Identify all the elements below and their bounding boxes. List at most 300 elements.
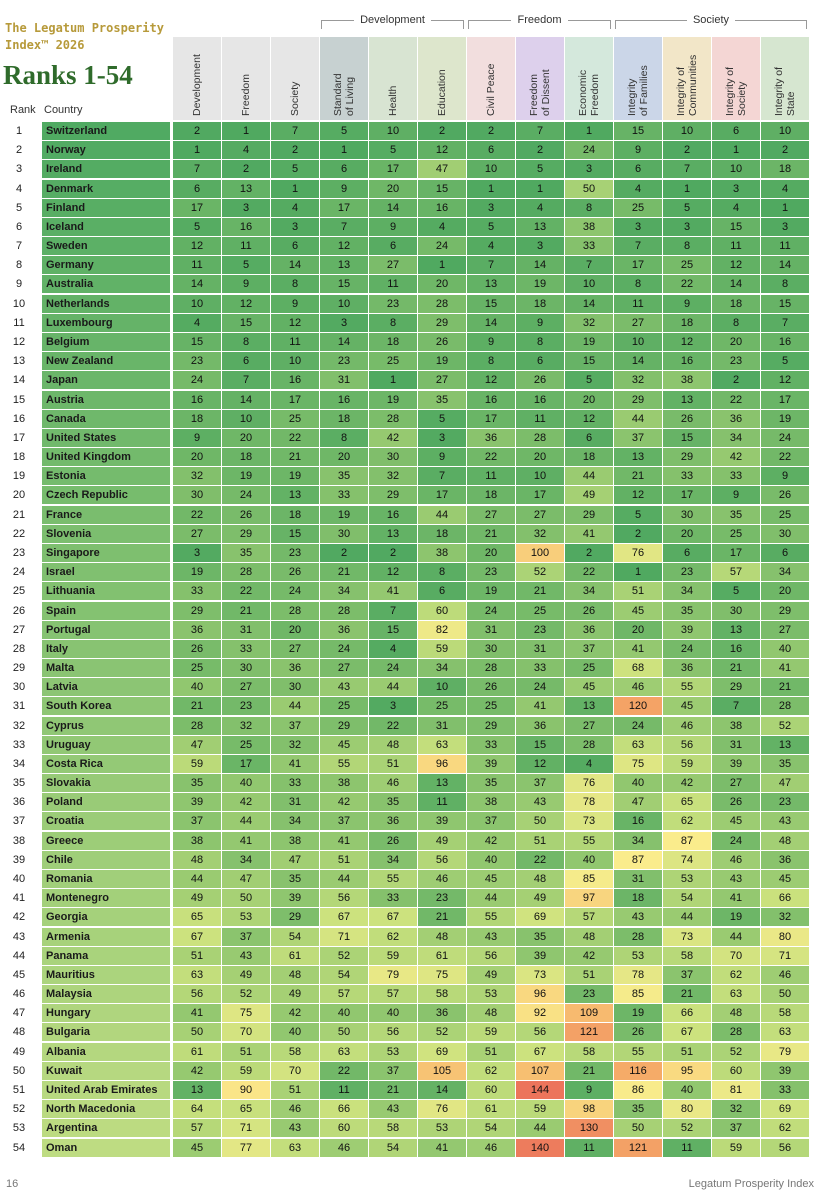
score-cell: 28 [467,659,515,677]
score-cell: 49 [565,486,613,504]
score-cell: 38 [271,832,319,850]
score-cell: 41 [565,525,613,543]
score-cell: 33 [271,774,319,792]
score-cell: 24 [614,717,662,735]
score-cell: 56 [467,947,515,965]
score-cell: 28 [271,602,319,620]
rank-cell: 19 [12,470,26,483]
score-cell: 37 [271,717,319,735]
score-cell: 14 [614,352,662,370]
score-cell: 41 [369,582,417,600]
country-cell: Argentina [42,1119,170,1137]
column-header [467,37,515,120]
country-cell: Slovakia [42,774,170,792]
score-cell: 21 [663,985,711,1003]
score-cell: 19 [761,410,809,428]
score-cell: 32 [222,717,270,735]
score-cell: 12 [565,410,613,428]
score-cell: 19 [271,467,319,485]
score-cell: 44 [516,1119,564,1137]
score-cell: 56 [173,985,221,1003]
score-cell: 52 [516,563,564,581]
score-cell: 44 [320,870,368,888]
country-cell: Romania [42,870,170,888]
table-row [0,563,812,582]
score-cell: 9 [467,333,515,351]
score-cell: 80 [663,1100,711,1118]
score-cell: 12 [467,371,515,389]
score-cell: 47 [271,851,319,869]
score-cell: 6 [761,544,809,562]
score-cell: 52 [712,1043,760,1061]
score-cell: 35 [712,506,760,524]
score-cell: 5 [222,256,270,274]
score-cell: 36 [467,429,515,447]
score-cell: 12 [271,314,319,332]
score-cell: 51 [565,966,613,984]
score-cell: 1 [320,141,368,159]
publication-name: Legatum Prosperity Index [688,1178,814,1190]
score-cell: 36 [565,621,613,639]
country-cell: Albania [42,1043,170,1061]
score-cell: 28 [369,410,417,428]
score-cell: 10 [761,122,809,140]
score-cell: 27 [467,506,515,524]
score-cell: 6 [614,160,662,178]
score-cell: 35 [271,870,319,888]
score-cell: 12 [663,333,711,351]
score-cell: 28 [418,295,466,313]
score-cell: 26 [222,506,270,524]
column-group-label: Development [354,14,431,26]
score-cell: 56 [369,1023,417,1041]
score-cell: 36 [271,659,319,677]
score-cell: 33 [565,237,613,255]
rank-cell: 1 [15,125,23,137]
score-cell: 18 [761,160,809,178]
score-cell: 12 [516,755,564,773]
score-cell: 43 [271,1119,319,1137]
score-cell: 5 [369,141,417,159]
table-row [0,870,812,889]
score-cell: 54 [663,889,711,907]
score-cell: 37 [516,774,564,792]
score-cell: 63 [418,736,466,754]
score-cell: 33 [467,736,515,754]
score-cell: 61 [173,1043,221,1061]
score-cell: 66 [663,1004,711,1022]
score-cell: 21 [271,448,319,466]
score-cell: 56 [663,736,711,754]
score-cell: 40 [565,851,613,869]
score-cell: 30 [712,602,760,620]
country-cell: Armenia [42,928,170,946]
score-cell: 32 [565,314,613,332]
score-cell: 48 [173,851,221,869]
score-cell: 30 [467,640,515,658]
score-cell: 18 [173,410,221,428]
score-cell: 78 [614,966,662,984]
score-cell: 11 [565,1139,613,1157]
table-row [0,1081,812,1100]
score-cell: 52 [418,1023,466,1041]
rank-cell: 48 [12,1026,26,1039]
rank-cell: 35 [12,777,26,790]
score-cell: 26 [173,640,221,658]
score-cell: 61 [467,1100,515,1118]
score-cell: 24 [565,141,613,159]
score-cell: 52 [663,1119,711,1137]
score-cell: 59 [516,1100,564,1118]
score-cell: 25 [369,352,417,370]
score-cell: 19 [516,275,564,293]
country-cell: Spain [42,602,170,620]
score-cell: 7 [418,467,466,485]
score-cell: 26 [418,333,466,351]
score-cell: 34 [761,563,809,581]
score-cell: 71 [320,928,368,946]
score-cell: 23 [173,352,221,370]
rank-cell: 33 [12,738,26,751]
score-cell: 27 [614,314,662,332]
score-cell: 25 [271,410,319,428]
score-cell: 3 [663,218,711,236]
rank-cell: 15 [12,393,26,406]
table-row [0,889,812,908]
score-cell: 9 [173,429,221,447]
country-cell: Poland [42,793,170,811]
score-cell: 37 [467,812,515,830]
score-cell: 21 [418,908,466,926]
score-cell: 11 [663,1139,711,1157]
score-cell: 15 [320,275,368,293]
score-cell: 60 [467,1081,515,1099]
table-row [0,717,812,736]
score-cell: 109 [565,1004,613,1022]
rank-cell: 26 [12,604,26,617]
score-cell: 4 [222,141,270,159]
column-header [712,37,760,120]
score-cell: 130 [565,1119,613,1137]
country-cell: Georgia [42,908,170,926]
score-cell: 21 [614,467,662,485]
score-cell: 30 [173,486,221,504]
score-cell: 20 [663,525,711,543]
score-cell: 35 [320,467,368,485]
brand-line-1: The Legatum Prosperity [5,21,164,35]
score-cell: 27 [516,506,564,524]
score-cell: 29 [418,314,466,332]
rank-cell: 8 [15,259,23,272]
table-row [0,391,812,410]
score-cell: 69 [418,1043,466,1061]
score-cell: 81 [712,1081,760,1099]
rank-cell: 7 [15,240,23,253]
score-cell: 17 [320,199,368,217]
score-cell: 34 [663,582,711,600]
score-cell: 20 [712,333,760,351]
score-cell: 3 [271,218,319,236]
score-cell: 56 [516,1023,564,1041]
score-cell: 16 [320,391,368,409]
rank-cell: 6 [15,220,23,233]
score-cell: 8 [614,275,662,293]
score-cell: 42 [712,448,760,466]
table-row [0,966,812,985]
score-cell: 13 [761,736,809,754]
score-cell: 32 [516,525,564,543]
table-row [0,141,812,160]
score-cell: 32 [271,736,319,754]
table-row [0,506,812,525]
score-cell: 30 [271,678,319,696]
score-cell: 48 [418,928,466,946]
score-cell: 16 [369,506,417,524]
score-cell: 34 [565,582,613,600]
score-cell: 65 [222,1100,270,1118]
column-header-label: Standard of Living [332,73,356,116]
column-group-label: Society [687,14,735,26]
score-cell: 18 [516,295,564,313]
table-row [0,908,812,927]
score-cell: 63 [712,985,760,1003]
column-header-label: Health [387,85,399,116]
score-cell: 18 [320,410,368,428]
table-row [0,160,812,179]
score-cell: 19 [565,333,613,351]
score-cell: 10 [614,333,662,351]
column-header [271,37,319,120]
score-cell: 82 [418,621,466,639]
score-cell: 8 [516,333,564,351]
score-cell: 53 [467,985,515,1003]
score-cell: 1 [222,122,270,140]
rank-cell: 31 [12,700,26,713]
table-row [0,602,812,621]
score-cell: 9 [761,467,809,485]
score-cell: 19 [712,908,760,926]
country-column-header: Country [44,104,83,116]
score-cell: 31 [271,793,319,811]
table-row [0,755,812,774]
score-cell: 26 [565,602,613,620]
score-cell: 9 [565,1081,613,1099]
table-row [0,1062,812,1081]
score-cell: 7 [761,314,809,332]
score-cell: 15 [222,314,270,332]
score-cell: 8 [712,314,760,332]
score-cell: 7 [516,122,564,140]
score-cell: 75 [418,966,466,984]
score-cell: 27 [418,371,466,389]
score-cell: 16 [614,812,662,830]
score-cell: 48 [467,1004,515,1022]
country-cell: Norway [42,141,170,159]
score-cell: 144 [516,1081,564,1099]
score-cell: 38 [173,832,221,850]
country-cell: Cyprus [42,717,170,735]
score-cell: 37 [663,966,711,984]
score-cell: 51 [516,832,564,850]
score-cell: 45 [173,1139,221,1157]
score-cell: 10 [271,352,319,370]
score-cell: 23 [418,889,466,907]
score-cell: 32 [173,467,221,485]
score-cell: 23 [565,985,613,1003]
score-cell: 56 [418,851,466,869]
score-cell: 21 [173,697,221,715]
country-cell: Ireland [42,160,170,178]
score-cell: 25 [418,697,466,715]
score-cell: 55 [614,1043,662,1061]
score-cell: 14 [173,275,221,293]
score-cell: 16 [467,391,515,409]
score-cell: 85 [614,985,662,1003]
score-cell: 5 [467,218,515,236]
score-cell: 21 [712,659,760,677]
table-row [0,256,812,275]
score-cell: 20 [320,448,368,466]
score-cell: 14 [516,256,564,274]
score-cell: 14 [222,391,270,409]
score-cell: 60 [320,1119,368,1137]
score-cell: 54 [467,1119,515,1137]
score-cell: 12 [222,295,270,313]
score-cell: 6 [663,544,711,562]
score-cell: 73 [663,928,711,946]
score-cell: 27 [271,640,319,658]
score-cell: 42 [663,774,711,792]
score-cell: 44 [614,410,662,428]
table-row [0,928,812,947]
rank-cell: 21 [12,508,26,521]
score-cell: 29 [467,717,515,735]
score-cell: 50 [222,889,270,907]
score-cell: 23 [222,697,270,715]
score-cell: 42 [467,832,515,850]
score-cell: 9 [663,295,711,313]
score-cell: 61 [271,947,319,965]
score-cell: 70 [271,1062,319,1080]
score-cell: 27 [173,525,221,543]
score-cell: 17 [761,391,809,409]
score-cell: 53 [369,1043,417,1061]
score-cell: 10 [369,122,417,140]
score-cell: 140 [516,1139,564,1157]
score-cell: 25 [467,697,515,715]
score-cell: 36 [516,717,564,735]
rank-cell: 44 [12,949,26,962]
score-cell: 11 [418,793,466,811]
score-cell: 54 [320,966,368,984]
score-cell: 26 [369,832,417,850]
score-cell: 74 [663,851,711,869]
country-cell: France [42,506,170,524]
score-cell: 37 [222,928,270,946]
score-cell: 6 [222,352,270,370]
score-cell: 7 [369,602,417,620]
score-cell: 20 [467,544,515,562]
score-cell: 31 [467,621,515,639]
score-cell: 18 [369,333,417,351]
score-cell: 25 [565,659,613,677]
rank-cell: 5 [15,201,23,214]
rank-cell: 43 [12,930,26,943]
column-group-freedom [468,14,611,28]
table-row [0,1023,812,1042]
score-cell: 58 [663,947,711,965]
table-row [0,640,812,659]
score-cell: 18 [467,486,515,504]
score-cell: 5 [320,122,368,140]
score-cell: 44 [418,506,466,524]
score-cell: 92 [516,1004,564,1022]
table-row [0,736,812,755]
score-cell: 42 [320,793,368,811]
score-cell: 5 [614,506,662,524]
score-cell: 20 [271,621,319,639]
score-cell: 35 [173,774,221,792]
score-cell: 50 [173,1023,221,1041]
table-row [0,621,812,640]
score-cell: 57 [320,985,368,1003]
score-cell: 20 [761,582,809,600]
score-cell: 6 [516,352,564,370]
score-cell: 40 [467,851,515,869]
score-cell: 22 [173,506,221,524]
table-row [0,947,812,966]
score-cell: 29 [173,602,221,620]
score-cell: 100 [516,544,564,562]
score-cell: 16 [712,640,760,658]
score-cell: 23 [761,793,809,811]
score-cell: 19 [369,391,417,409]
score-cell: 38 [467,793,515,811]
score-cell: 57 [565,908,613,926]
score-cell: 23 [369,295,417,313]
score-cell: 13 [516,218,564,236]
table-row [0,1100,812,1119]
column-header-label: Education [436,69,448,116]
score-cell: 28 [565,736,613,754]
score-cell: 36 [712,410,760,428]
score-cell: 1 [467,180,515,198]
score-cell: 17 [516,486,564,504]
score-cell: 23 [467,563,515,581]
score-cell: 41 [761,659,809,677]
table-row [0,985,812,1004]
score-cell: 51 [320,851,368,869]
rank-cell: 3 [15,163,23,176]
score-cell: 4 [467,237,515,255]
score-cell: 76 [565,774,613,792]
score-cell: 86 [614,1081,662,1099]
score-cell: 2 [222,160,270,178]
rank-cell: 29 [12,662,26,675]
score-cell: 28 [712,1023,760,1041]
score-cell: 3 [761,218,809,236]
score-cell: 10 [320,295,368,313]
score-cell: 39 [173,793,221,811]
score-cell: 48 [565,928,613,946]
score-cell: 1 [516,180,564,198]
score-cell: 107 [516,1062,564,1080]
score-cell: 6 [271,237,319,255]
country-cell: Singapore [42,544,170,562]
country-cell: Mauritius [42,966,170,984]
column-header-label: Integrity of Communities [675,54,699,116]
score-cell: 16 [663,352,711,370]
